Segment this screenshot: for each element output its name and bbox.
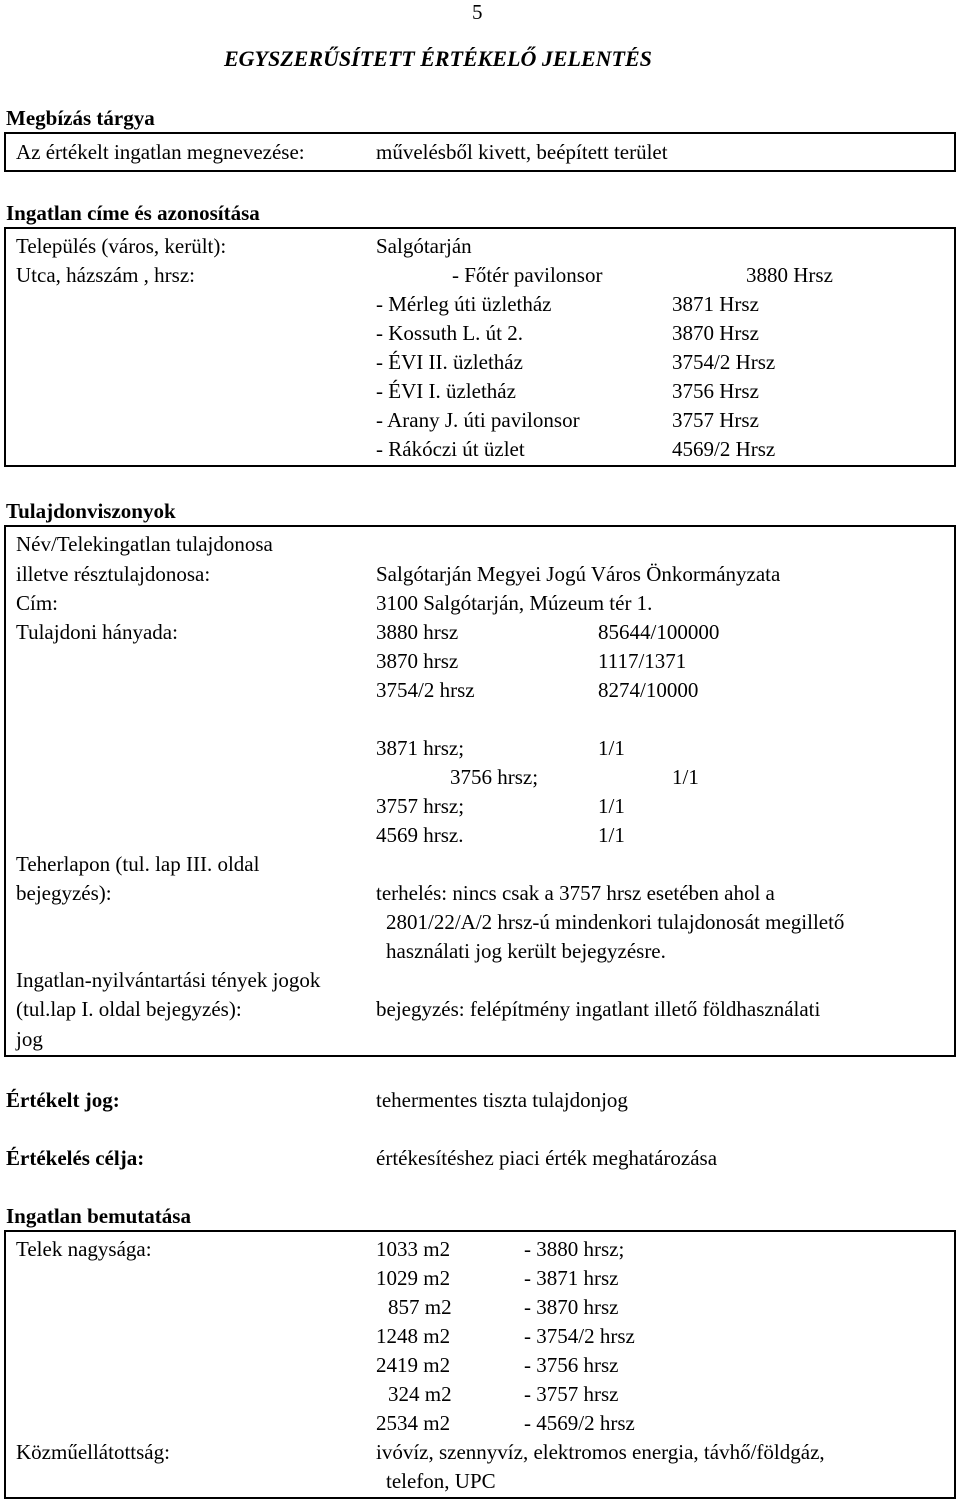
tulajdonos-cim-label: Cím:: [16, 591, 59, 615]
hanyad-share: 1/1: [672, 765, 699, 789]
telek-hrsz: - 4569/2 hrsz: [524, 1411, 635, 1435]
hanyad-share: 1/1: [598, 736, 625, 760]
tulajdonos-value: Salgótarján Megyei Jogú Város Önkormányzata: [376, 562, 781, 586]
tulajdonos-label-line1: Név/Telekingatlan tulajdonosa: [16, 532, 273, 556]
telek-hrsz: - 3757 hrsz: [524, 1382, 619, 1406]
section-heading-tulajdon: Tulajdonviszonyok: [6, 499, 176, 523]
hanyad-hrsz: 3880 hrsz: [376, 620, 459, 644]
section-heading-bemutatas: Ingatlan bemutatása: [6, 1204, 191, 1228]
address-item-hrsz: 3870 Hrsz: [672, 321, 759, 345]
address-item-hrsz: 3880 Hrsz: [746, 263, 833, 287]
tulajdonos-label-line2: illetve résztulajdonosa:: [16, 562, 211, 586]
telek-hrsz: - 3754/2 hrsz: [524, 1324, 635, 1348]
kozmu-value-line2: telefon, UPC: [386, 1469, 496, 1493]
address-item-hrsz: 4569/2 Hrsz: [672, 437, 776, 461]
address-item-name: - Kossuth L. út 2.: [376, 321, 523, 345]
hanyad-hrsz: 3754/2 hrsz: [376, 678, 475, 702]
telek-area: 2534 m2: [376, 1411, 451, 1435]
teherlap-value-line1: terhelés: nincs csak a 3757 hrsz esetében ahol a: [376, 881, 775, 905]
hanyad-share: 1117/1371: [598, 649, 687, 673]
tulajdonos-cim-value: 3100 Salgótarján, Múzeum tér 1.: [376, 591, 653, 615]
telek-hrsz: - 3871 hrsz: [524, 1266, 619, 1290]
telepules-label: Település (város, került):: [16, 234, 227, 258]
address-item-name: - ÉVI II. üzletház: [376, 350, 523, 374]
hanyad-hrsz: 4569 hrsz.: [376, 823, 464, 847]
telepules-value: Salgótarján: [376, 234, 472, 258]
hanyad-hrsz: 3870 hrsz: [376, 649, 459, 673]
ingatlan-tenyek-value-line2: jog: [16, 1027, 43, 1051]
megnevezes-label: Az értékelt ingatlan megnevezése:: [16, 140, 305, 164]
ertekelt-jog-value: tehermentes tiszta tulajdonjog: [376, 1088, 628, 1112]
telek-area: 1248 m2: [376, 1324, 451, 1348]
telek-hrsz: - 3756 hrsz: [524, 1353, 619, 1377]
ingatlan-tenyek-label-line1: Ingatlan-nyilvántartási tények jogok: [16, 968, 321, 992]
ertekeles-celja-label: Értékelés célja:: [6, 1146, 145, 1170]
telek-area: 1033 m2: [376, 1237, 451, 1261]
telek-area: 324 m2: [388, 1382, 452, 1406]
address-item-hrsz: 3871 Hrsz: [672, 292, 759, 316]
teherlap-label-line1: Teherlapon (tul. lap III. oldal: [16, 852, 260, 876]
telek-area: 857 m2: [388, 1295, 452, 1319]
utca-label: Utca, házszám , hrsz:: [16, 263, 196, 287]
hanyad-share: 1/1: [598, 794, 625, 818]
kozmu-value-line1: ivóvíz, szennyvíz, elektromos energia, távhő/földgáz,: [376, 1440, 825, 1464]
address-item-hrsz: 3754/2 Hrsz: [672, 350, 776, 374]
page-number: 5: [472, 0, 483, 24]
telek-area: 2419 m2: [376, 1353, 451, 1377]
hanyad-label: Tulajdoni hányada:: [16, 620, 178, 644]
ertekeles-celja-value: értékesítéshez piaci érték meghatározása: [376, 1146, 718, 1170]
ertekelt-jog-label: Értékelt jog:: [6, 1088, 120, 1112]
address-item-name: - Rákóczi út üzlet: [376, 437, 525, 461]
address-item-name: - Mérleg úti üzletház: [376, 292, 552, 316]
address-item-name: - Arany J. úti pavilonsor: [376, 408, 580, 432]
telek-hrsz: - 3880 hrsz;: [524, 1237, 625, 1261]
hanyad-hrsz: 3871 hrsz;: [376, 736, 465, 760]
teherlap-label-line2: bejegyzés):: [16, 881, 112, 905]
section-heading-cim: Ingatlan címe és azonosítása: [6, 201, 260, 225]
hanyad-share: 85644/100000: [598, 620, 720, 644]
ingatlan-tenyek-label-line2: (tul.lap I. oldal bejegyzés):: [16, 997, 242, 1021]
hanyad-hrsz: 3756 hrsz;: [450, 765, 539, 789]
section-heading-megbizas: Megbízás tárgya: [6, 106, 155, 130]
address-item-name: - Főtér pavilonsor: [452, 263, 603, 287]
telek-hrsz: - 3870 hrsz: [524, 1295, 619, 1319]
teherlap-value-line3: használati jog került bejegyzésre.: [386, 939, 666, 963]
megnevezes-value: művelésből kivett, beépített terület: [376, 140, 668, 164]
address-item-name: - ÉVI I. üzletház: [376, 379, 516, 403]
ingatlan-tenyek-value: bejegyzés: felépítmény ingatlant illető földhasználati: [376, 997, 821, 1021]
address-item-hrsz: 3756 Hrsz: [672, 379, 759, 403]
page-title: EGYSZERŰSÍTETT ÉRTÉKELŐ JELENTÉS: [224, 46, 652, 71]
kozmu-label: Közműellátottság:: [16, 1440, 170, 1464]
address-item-hrsz: 3757 Hrsz: [672, 408, 759, 432]
hanyad-hrsz: 3757 hrsz;: [376, 794, 465, 818]
teherlap-value-line2: 2801/22/A/2 hrsz-ú mindenkori tulajdonosát megillető: [386, 910, 845, 934]
telek-label: Telek nagysága:: [16, 1237, 152, 1261]
telek-area: 1029 m2: [376, 1266, 451, 1290]
hanyad-share: 1/1: [598, 823, 625, 847]
hanyad-share: 8274/10000: [598, 678, 699, 702]
